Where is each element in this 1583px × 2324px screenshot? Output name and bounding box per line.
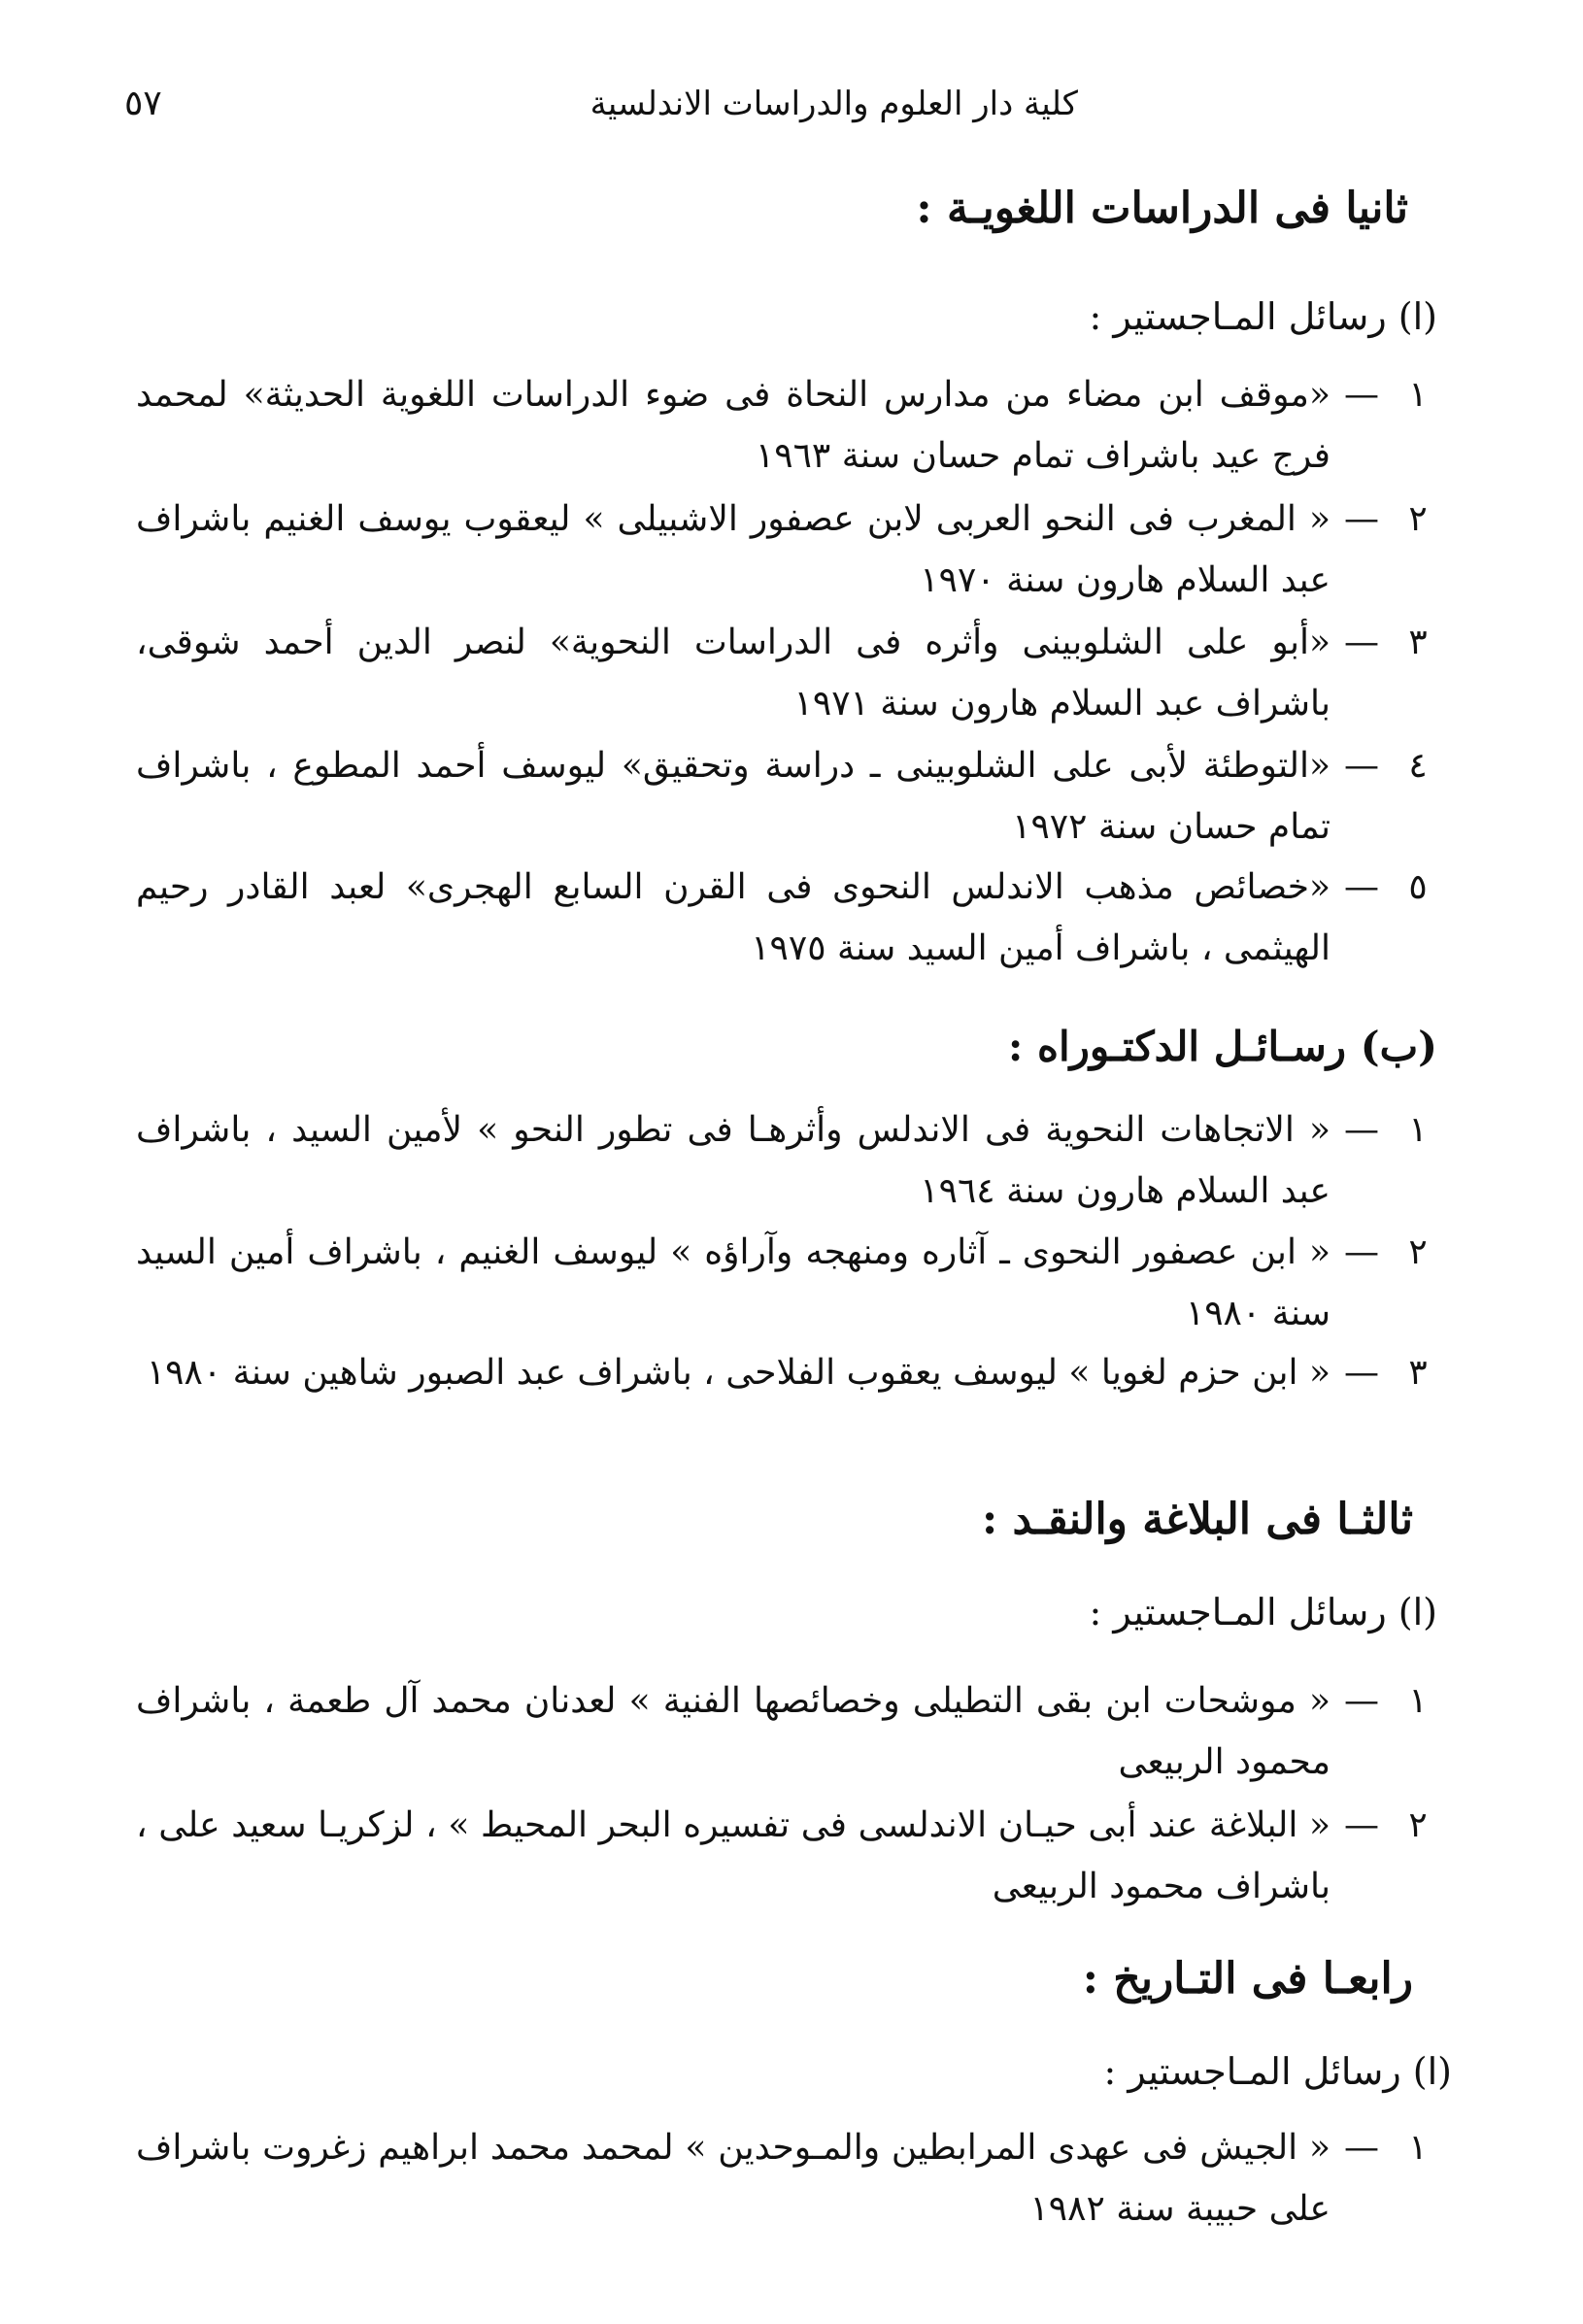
subheading-masters-rhetoric: (ا) رسائل المـاجستير : xyxy=(1089,1591,1437,1634)
item-text: « ابن حزم لغويا » ليوسف يعقوب الفلاحى ، باشراف عبد الصبور شاهين سنة ١٩٨٠ xyxy=(146,1353,1330,1393)
list-item xyxy=(136,1795,1437,1917)
subheading-doctorate-linguistics: (ب) رسـائـل الدكتـوراه : xyxy=(1007,1023,1437,1070)
list-item xyxy=(136,1099,1437,1222)
item-number: ٤ xyxy=(1408,746,1428,786)
list-item xyxy=(136,364,1437,487)
item-number: ٣ xyxy=(1408,1353,1428,1393)
section-heading-history: رابعـا فى التـاريخ : xyxy=(1082,1954,1413,2004)
item-number: ١ xyxy=(1408,2128,1428,2168)
item-text: «أبو على الشلوبينى وأثره فى الدراسات النحوية» لنصر الدين أحمد شوقى، باشراف عبد السلام هارون سنة ١٩٧١ xyxy=(136,623,1330,724)
item-number: ١ xyxy=(1408,1110,1428,1150)
item-text: «التوطئة لأبى على الشلوبينى ـ دراسة وتحقيق» ليوسف أحمد المطوع ، باشراف تمام حسان سنة ١٩٧٢ xyxy=(136,746,1330,847)
list-item xyxy=(136,1670,1437,1793)
item-number: ٥ xyxy=(1408,867,1428,907)
item-text: « المغرب فى النحو العربى لابن عصفور الاشبيلى » ليعقوب يوسف الغنيم باشراف عبد السلام هارون سنة ١٩٧٠ xyxy=(136,499,1330,600)
subheading-masters-history: (ا) رسائل المـاجستير : xyxy=(1103,2050,1452,2093)
item-dash: — xyxy=(1344,623,1379,662)
item-number: ٢ xyxy=(1408,1232,1428,1272)
item-dash: — xyxy=(1344,1805,1379,1845)
item-dash: — xyxy=(1344,1232,1379,1272)
item-number: ٢ xyxy=(1408,499,1428,539)
running-title: كلية دار العلوم والدراسات الاندلسية xyxy=(589,84,1078,123)
list-item xyxy=(136,1342,1437,1403)
item-text: « الاتجاهات النحوية فى الاندلس وأثرهـا فى تطور النحو » لأمين السيد ، باشراف عبد السلام هارون سنة ١٩٦٤ xyxy=(136,1110,1330,1211)
list-item xyxy=(136,2117,1437,2240)
list-item xyxy=(136,612,1437,734)
section-heading-linguistics: ثانيا فى الدراسات اللغويـة : xyxy=(916,184,1408,233)
item-number: ٢ xyxy=(1408,1805,1428,1845)
subheading-masters-linguistics: (ا) رسائل المـاجستير : xyxy=(1089,295,1437,338)
list-item xyxy=(136,857,1437,979)
page-header xyxy=(124,80,1078,128)
item-text: « البلاغة عند أبى حيـان الاندلسى فى تفسيره البحر المحيط » ، لزكريـا سعيد على ، باشراف محمود الربيعى xyxy=(136,1805,1330,1906)
item-dash: — xyxy=(1344,1353,1379,1393)
list-item xyxy=(136,488,1437,611)
item-dash: — xyxy=(1344,867,1379,907)
item-text: « ابن عصفور النحوى ـ آثاره ومنهجه وآراؤه » ليوسف الغنيم ، باشراف أمين السيد سنة ١٩٨٠ xyxy=(136,1232,1330,1333)
item-dash: — xyxy=(1344,746,1379,786)
item-number: ١ xyxy=(1408,375,1428,415)
item-text: «موقف ابن مضاء من مدارس النحاة فى ضوء الدراسات اللغوية الحديثة» لمحمد فرج عيد باشراف تمام حسان سنة ١٩٦٣ xyxy=(136,375,1330,476)
item-dash: — xyxy=(1344,1110,1379,1150)
item-text: « موشحات ابن بقى التطيلى وخصائصها الفنية » لعدنان محمد آل طعمة ، باشراف محمود الربيعى xyxy=(136,1681,1330,1782)
item-text: « الجيش فى عهدى المرابطين والمـوحدين » لمحمد محمد ابراهيم زغروت باشراف على حبيبة سنة ١٩٨٢ xyxy=(136,2128,1330,2229)
item-dash: — xyxy=(1344,499,1379,539)
list-item xyxy=(136,735,1437,858)
item-number: ٣ xyxy=(1408,623,1428,662)
item-text: «خصائص مذهب الاندلس النحوى فى القرن السابع الهجرى» لعبد القادر رحيم الهيثمى ، باشراف أمين السيد سنة ١٩٧٥ xyxy=(136,867,1330,968)
item-dash: — xyxy=(1344,1681,1379,1721)
item-dash: — xyxy=(1344,2128,1379,2168)
list-item xyxy=(136,1222,1437,1344)
item-number: ١ xyxy=(1408,1681,1428,1721)
page-number: ٥٧ xyxy=(124,84,162,123)
item-dash: — xyxy=(1344,375,1379,415)
section-heading-rhetoric: ثالثـا فى البلاغة والنقـد : xyxy=(981,1495,1413,1544)
